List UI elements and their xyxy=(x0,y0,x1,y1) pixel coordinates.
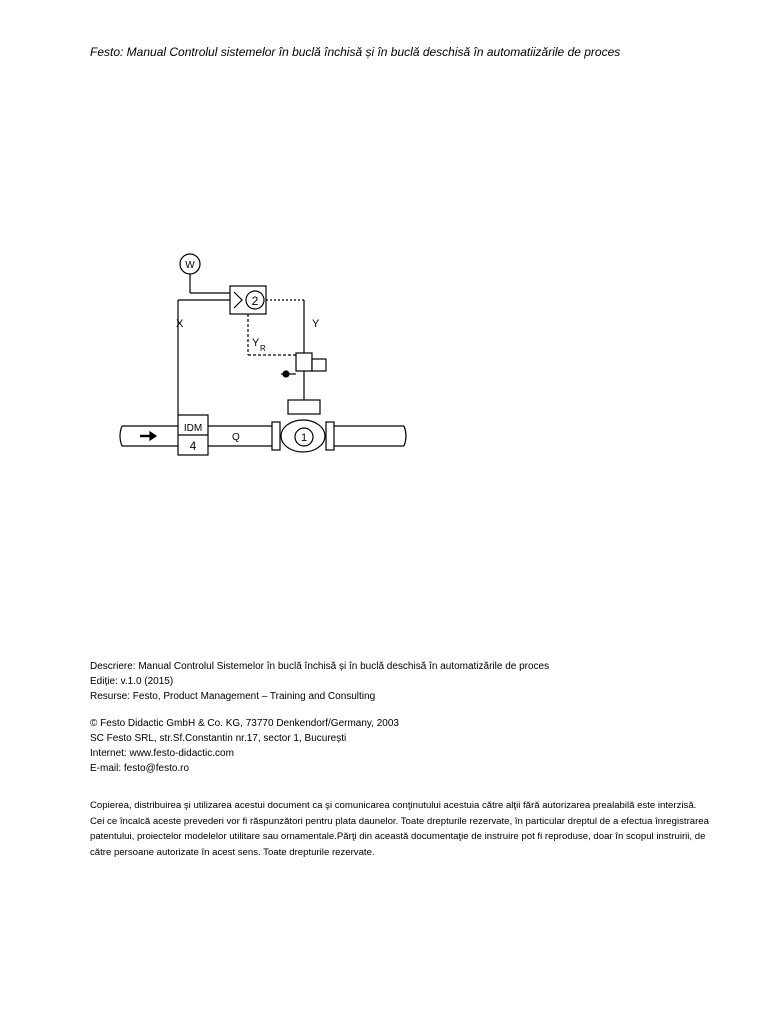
idm-label: IDM xyxy=(183,423,203,434)
flow-label: Q xyxy=(232,432,240,443)
legal-notice: Copierea, distribuirea şi utilizarea acestui document ca şi comunicarea conţinutului acestuia către alţii fără autorizarea prealabilă este interzisă. Cei ce încalcă aceste prevederi vor fi răspunzători pentru plata daunelor. Toate drepturile rezervate, în particular dreptul de a efectua înregistrarea patentului, proiectelor modelelor utilitare sau ornamentale.Părţi din această documentaţie de instruire pot fi reproduse, doar în scopul instruirii, de către persoane autorizate în acest sens. Toate drepturile rezervate. xyxy=(90,800,709,858)
process-control-diagram xyxy=(118,250,418,460)
email-line: E-mail: festo@festo.ro xyxy=(90,763,190,774)
valve-actuator xyxy=(296,353,312,371)
yr-label: Y xyxy=(252,337,260,349)
internet-line: Internet: www.festo-didactic.com xyxy=(90,748,234,759)
idm-number: 4 xyxy=(189,439,197,453)
x-label: X xyxy=(176,318,184,330)
copyright-line: © Festo Didactic GmbH & Co. KG, 73770 Denkendorf/Germany, 2003 xyxy=(90,718,399,729)
document-header: Festo: Manual Controlul sistemelor în buclă închisă și în buclă deschisă în automatiizările de proces xyxy=(90,45,621,59)
address-line: SC Festo SRL, str.Sf.Constantin nr.17, sector 1, București xyxy=(90,733,347,744)
controller-number: 2 xyxy=(251,294,259,308)
yr-subscript: R xyxy=(260,344,266,353)
description-line: Descriere: Manual Controlul Sistemelor în buclă închisă și în buclă deschisă în automatizările de proces xyxy=(90,661,550,672)
edition-line: Ediție: v.1.0 (2015) xyxy=(90,676,174,687)
setpoint-label: W xyxy=(185,260,195,271)
resources-line: Resurse: Festo, Product Management – Training and Consulting xyxy=(90,691,376,702)
document-metadata xyxy=(90,659,549,776)
valve-number: 1 xyxy=(300,432,308,444)
y-label: Y xyxy=(312,318,320,330)
